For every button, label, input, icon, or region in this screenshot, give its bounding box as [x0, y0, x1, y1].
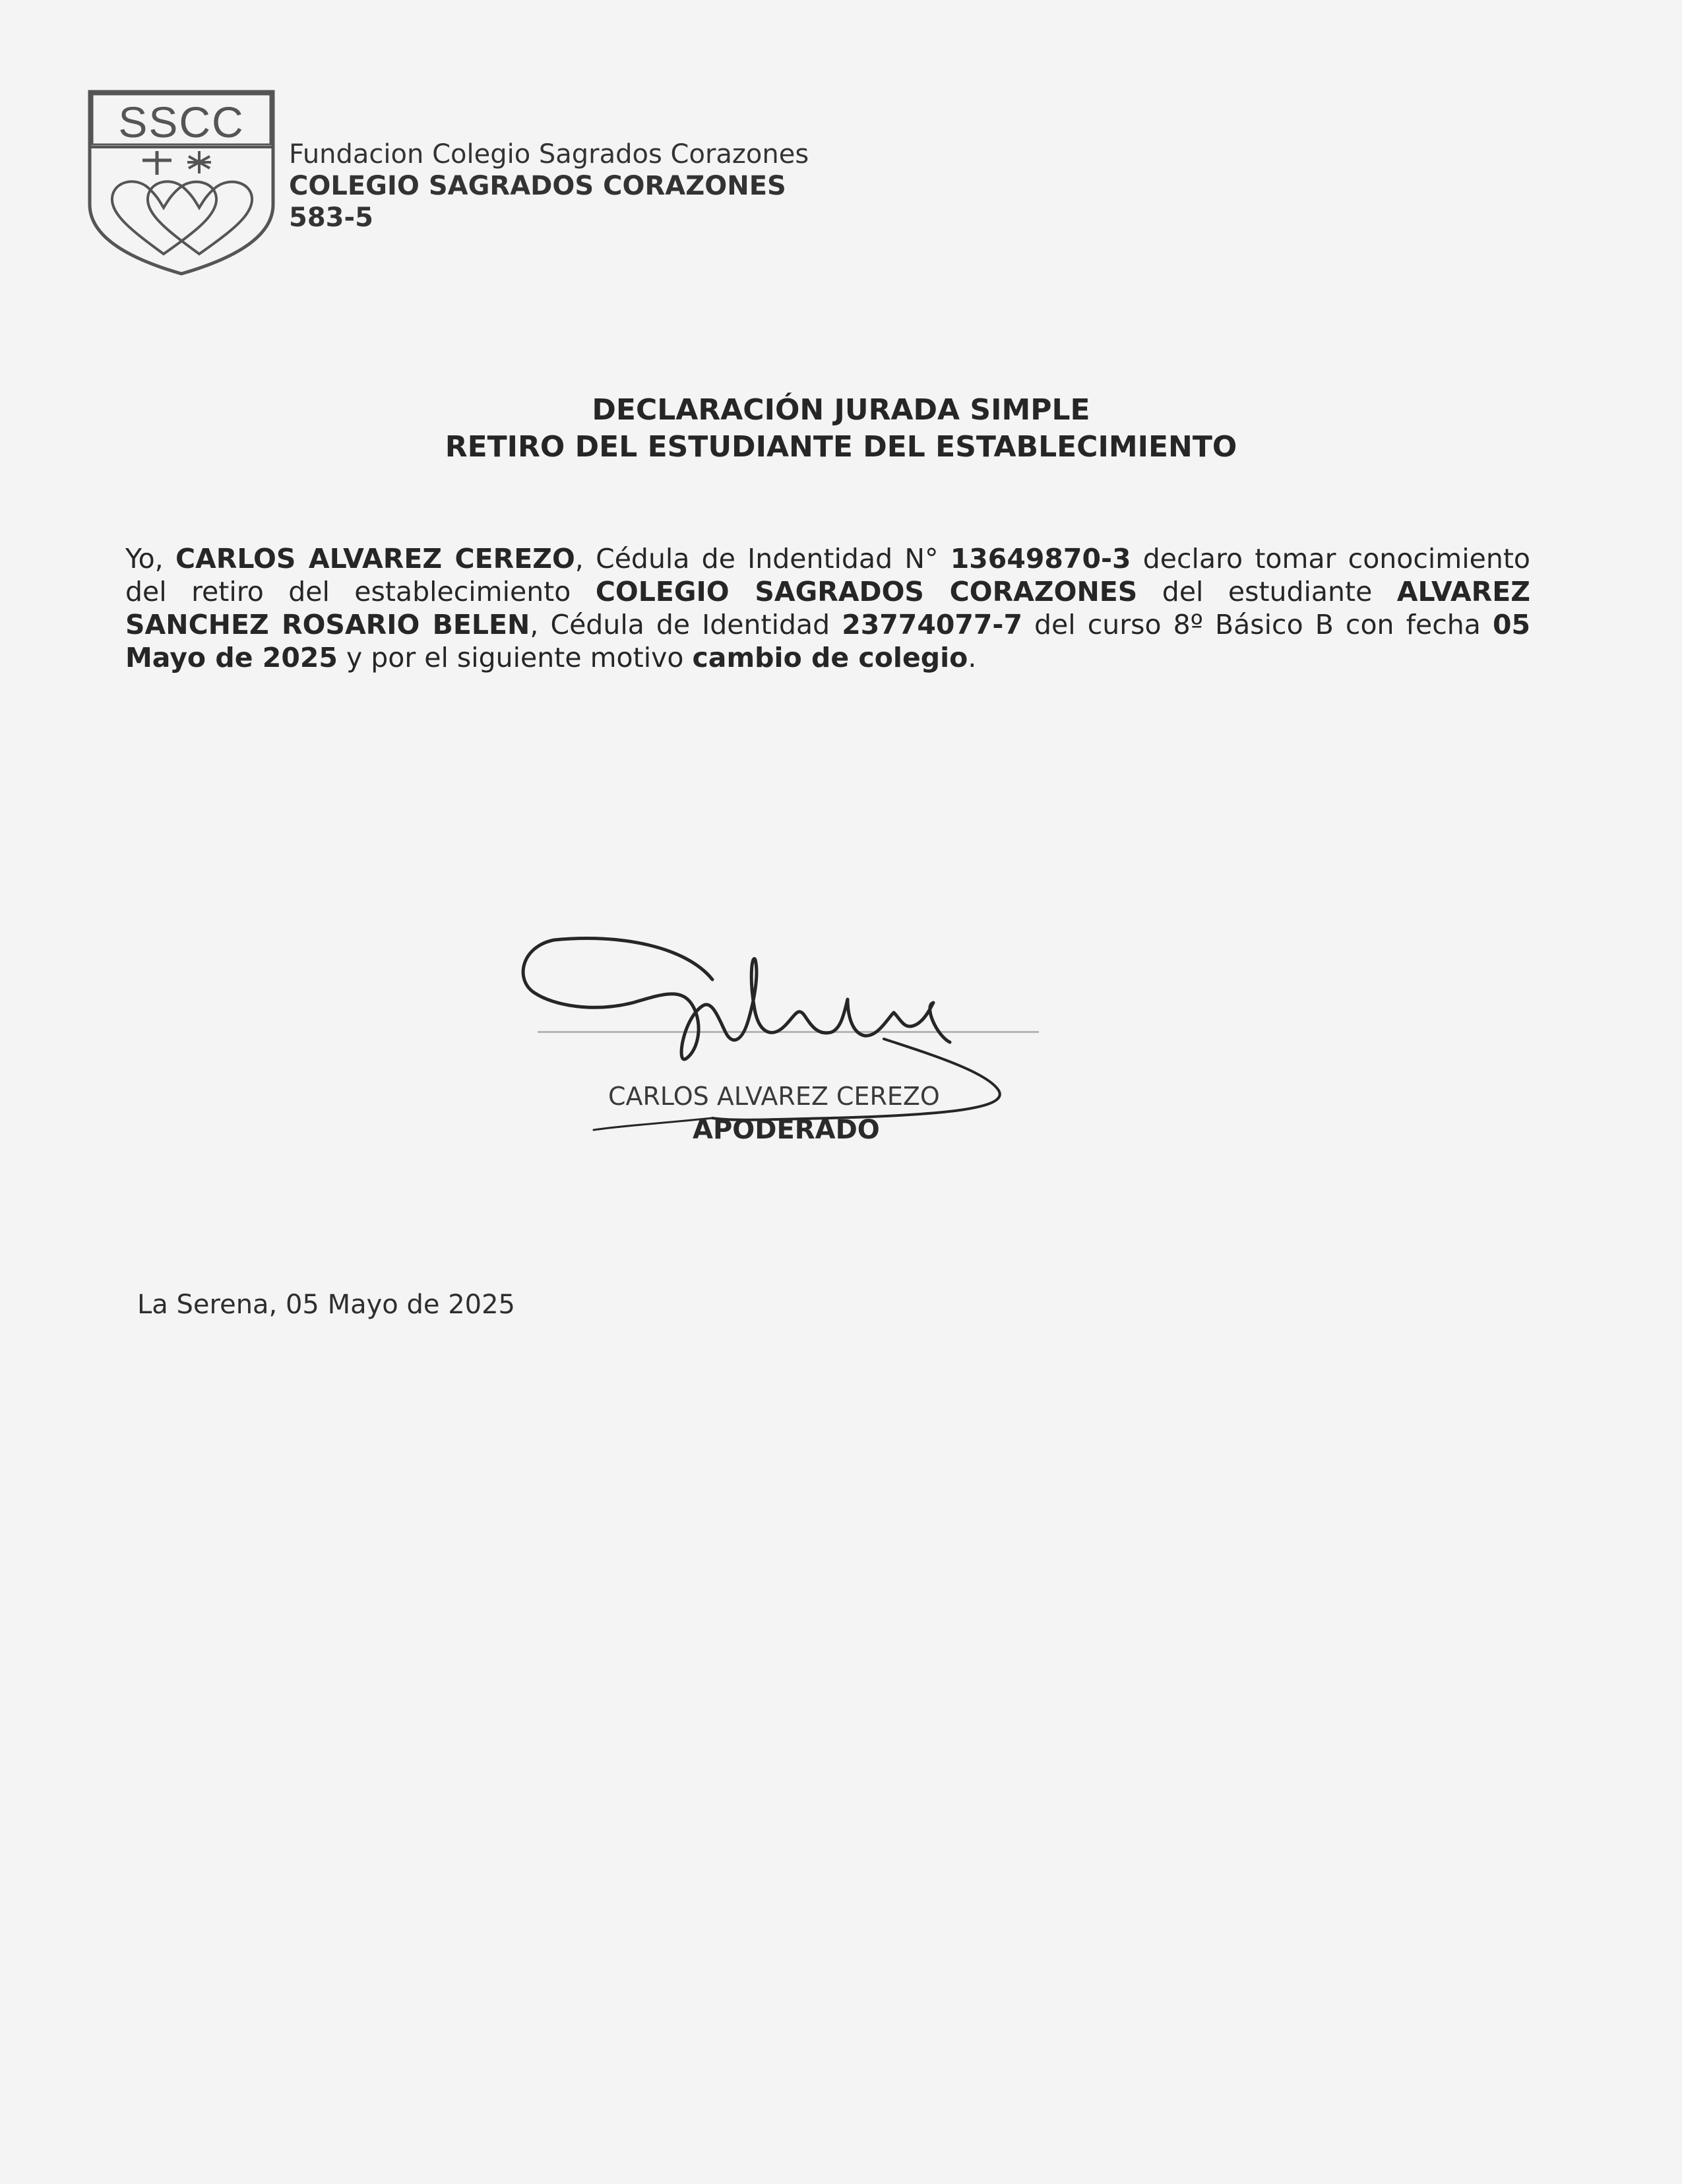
student-name: ALVAREZ SANCHEZ ROSARIO BELEN	[125, 576, 1530, 640]
text-segment: y por el siguiente motivo	[337, 642, 693, 673]
declarant-id: 13649870-3	[950, 543, 1131, 575]
foundation-name: Fundacion Colegio Sagrados Corazones	[289, 139, 809, 170]
signatory-role: APODERADO	[693, 1115, 880, 1145]
school-code: 583-5	[289, 203, 373, 233]
school-crest-logo	[86, 89, 277, 277]
declaration-paragraph	[125, 542, 1530, 674]
text-segment: , Cédula de Indentidad N°	[575, 543, 950, 575]
declarant-name: CARLOS ALVAREZ CEREZO	[175, 543, 575, 575]
text-segment: , Cédula de Identidad	[530, 609, 842, 640]
text-segment: Yo,	[125, 543, 175, 575]
student-id: 23774077-7	[842, 609, 1022, 640]
text-segment: del estudiante	[1137, 576, 1397, 608]
withdrawal-date: 05 Mayo de 2025	[125, 609, 1530, 673]
institution-header	[289, 139, 809, 234]
text-segment: del curso 8º Básico B con fecha	[1022, 609, 1493, 640]
text-segment: declaro tomar conocimiento del retiro del establecimiento	[125, 543, 1530, 608]
school-name: COLEGIO SAGRADOS CORAZONES	[289, 171, 786, 201]
school-name-inline: COLEGIO SAGRADOS CORAZONES	[595, 576, 1138, 608]
document-subtitle: RETIRO DEL ESTUDIANTE DEL ESTABLECIMIENTO	[445, 430, 1237, 464]
svg-text:SSCC: SSCC	[118, 98, 245, 146]
text-segment: .	[968, 642, 977, 673]
document-title: DECLARACIÓN JURADA SIMPLE	[592, 393, 1090, 427]
place-and-date: La Serena, 05 Mayo de 2025	[137, 1290, 515, 1320]
withdrawal-reason: cambio de colegio	[692, 642, 968, 673]
signatory-name: CARLOS ALVAREZ CEREZO	[608, 1082, 940, 1111]
